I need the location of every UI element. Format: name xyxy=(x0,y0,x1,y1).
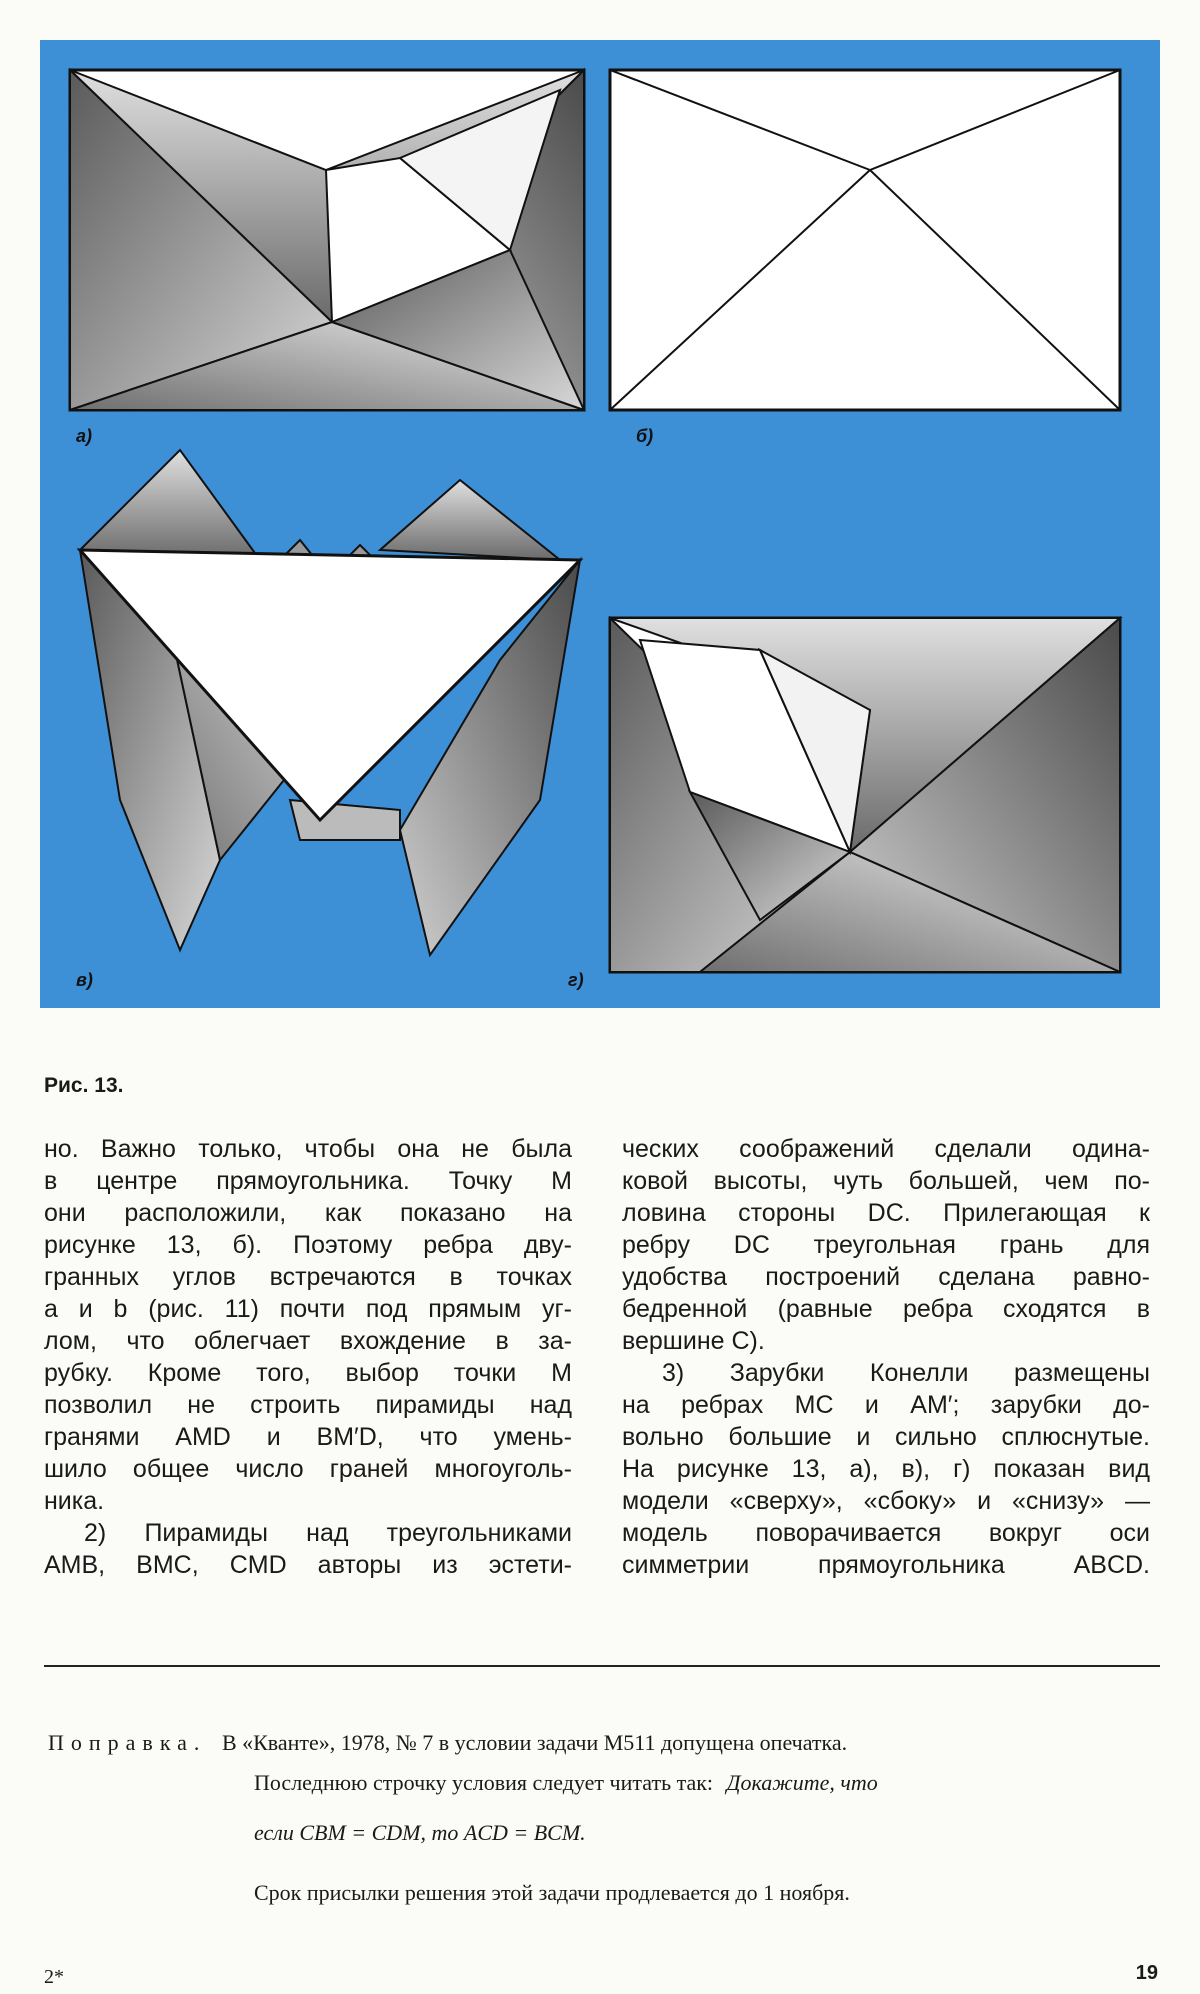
text-line: удобства построений сделана равно- xyxy=(622,1263,1150,1291)
origami-illustration xyxy=(40,40,1160,1008)
text-line: гранями AMD и BM′D, что умень- xyxy=(44,1423,572,1451)
text-line: модель поворачивается вокруг оси xyxy=(622,1519,1150,1547)
horizontal-rule xyxy=(44,1665,1160,1667)
panel-a-drawing xyxy=(70,70,584,410)
panel-label-b: б) xyxy=(636,426,654,446)
text-line: но. Важно только, чтобы она не была xyxy=(44,1135,572,1163)
text-line: гранных углов встречаются в точках xyxy=(44,1263,572,1291)
figure-13 xyxy=(40,40,1160,1008)
text-line: лом, что облегчает вхождение в за- xyxy=(44,1327,572,1355)
text-line: ковой высоты, чуть большей, чем по- xyxy=(622,1167,1150,1195)
correction-heading: Поправка. xyxy=(48,1730,207,1755)
text-line: в центре прямоугольника. Точку M xyxy=(44,1167,572,1195)
correction-line-1: В «Кванте», 1978, № 7 в условии задачи М511 допущена опечатка. xyxy=(221,1730,848,1755)
text-line: позволил не строить пирамиды над xyxy=(44,1391,572,1419)
text-line: вершине C). xyxy=(622,1327,765,1355)
figure-caption: Рис. 13. xyxy=(44,1074,124,1097)
text-line: вольно большие и сильно сплюснутые. xyxy=(622,1423,1150,1451)
text-line: ника. xyxy=(44,1487,105,1515)
text-line: ребру DC треугольная грань для xyxy=(622,1231,1150,1259)
text-line: симметрии прямоугольника ABCD. xyxy=(622,1551,1150,1579)
text-line: бедренной (равные ребра сходятся в xyxy=(622,1295,1150,1323)
panel-label-g: г) xyxy=(568,970,584,990)
text-line: 3) Зарубки Конелли размещены xyxy=(662,1359,1150,1387)
text-line: a и b (рис. 11) почти под прямым уг- xyxy=(44,1295,572,1323)
text-line: рубку. Кроме того, выбор точки M xyxy=(44,1359,572,1387)
text-line: на ребрах MC и AM′; зарубки до- xyxy=(622,1391,1150,1419)
text-line: модели «сверху», «сбоку» и «снизу» — xyxy=(622,1487,1150,1515)
text-line: 2) Пирамиды над треугольниками xyxy=(84,1519,572,1547)
correction-formula: если CBM = CDM, то ACD = BCM. xyxy=(254,1820,586,1845)
panel-v-drawing xyxy=(80,450,580,955)
panel-b-drawing xyxy=(610,70,1120,410)
correction-line-4: Срок присылки решения этой задачи продлевается до 1 ноября. xyxy=(254,1880,850,1905)
text-line: ловина стороны DC. Прилегающая к xyxy=(622,1199,1150,1227)
correction-line-2-prefix: Последнюю строчку условия следует читать так: xyxy=(254,1770,714,1795)
panel-label-v: в) xyxy=(76,970,93,990)
text-line: На рисунке 13, а), в), г) показан вид xyxy=(622,1455,1150,1483)
text-line: ческих соображений сделали одина- xyxy=(622,1135,1150,1163)
correction-line-2-italic: Докажите, что xyxy=(726,1770,878,1795)
page-number: 19 xyxy=(1135,1962,1158,1984)
sheet-mark: 2* xyxy=(44,1966,64,1988)
text-line: рисунке 13, б). Поэтому ребра дву- xyxy=(44,1231,572,1259)
panel-label-a: а) xyxy=(76,426,93,446)
right-text-column xyxy=(622,1133,1150,1581)
left-text-column xyxy=(44,1133,572,1581)
text-line: они расположили, как показано на xyxy=(44,1199,572,1227)
panel-g-drawing xyxy=(610,618,1120,972)
text-line: шило общее число граней многоуголь- xyxy=(44,1455,572,1483)
text-line: AMB, BMC, CMD авторы из эстети- xyxy=(44,1551,572,1579)
